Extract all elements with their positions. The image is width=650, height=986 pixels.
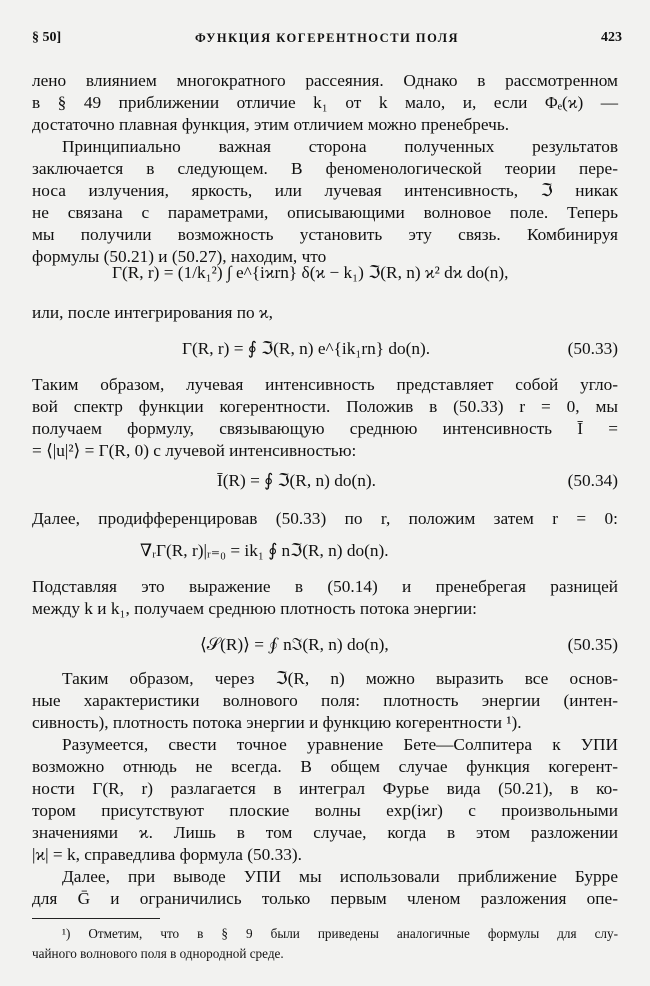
text-line: формулы (50.21) и (50.27), находим, что <box>32 247 327 266</box>
text-line: значениями ϰ. Лишь в том случае, когда в этом разложении <box>32 823 618 842</box>
equation-text: Γ(R, r) = (1/k₁²) ∫ e^{iϰrn} δ(ϰ − k₁) ℑ(R, n) ϰ² dϰ do(n), <box>112 263 509 282</box>
text-line: носа излучения, яркость, или лучевая интенсивность, ℑ никак <box>32 181 618 200</box>
text-line: лено влиянием многократного рассеяния. Однако в рассмотренном <box>32 71 618 90</box>
equation-number: (50.35) <box>567 635 618 654</box>
text-line: Принципиально важная сторона полученных результатов <box>62 137 618 156</box>
text-line: между k и k₁, получаем среднюю плотность потока энергии: <box>32 599 477 618</box>
equation-text: Ī(R) = ∮ ℑ(R, n) do(n). <box>217 471 376 490</box>
equation-text: ⟨𝒮(R)⟩ = ∮ nℑ(R, n) do(n), <box>200 635 389 654</box>
text-line: Далее, продифференцировав (50.33) по r, положим затем r = 0: <box>32 509 618 528</box>
text-line: Таким образом, через ℑ(R, n) можно выразить все основ- <box>62 669 618 688</box>
text-line: достаточно плавная функция, этим отличием можно пренебречь. <box>32 115 510 134</box>
text-line: сивность), плотность потока энергии и функцию когерентности ¹). <box>32 713 522 732</box>
equation-gamma <box>32 260 618 286</box>
text-line: не связана с параметрами, описывающими волновое поле. Теперь <box>32 203 618 222</box>
text-line: Таким образом, лучевая интенсивность представляет собой угло- <box>32 375 618 394</box>
section-ref: § 50] <box>32 30 62 45</box>
text-line: Подставляя это выражение в (50.14) и пренебрегая разницей <box>32 577 618 596</box>
footnote-line: ¹) Отметим, что в § 9 были приведены аналогичные формулы для слу- <box>62 926 618 941</box>
text-line: или, после интегрирования по ϰ, <box>32 303 273 322</box>
text-line: для Ḡ и ограничились только первым членом разложения опе- <box>32 889 618 908</box>
equation-50-34 <box>32 468 618 494</box>
equation-50-35 <box>32 632 618 658</box>
text-line: возможно отнюдь не всегда. В общем случае функция когерент- <box>32 757 618 776</box>
text-line: тором присутствуют плоские волны exp(iϰr) с произвольными <box>32 801 618 820</box>
page-number: 423 <box>601 30 622 45</box>
equation-number: (50.33) <box>567 339 618 358</box>
text-line: ные характеристики волнового поля: плотность энергии (интен- <box>32 691 618 710</box>
text-line: в § 49 приближении отличие k₁ от k мало, и, если Φₑ(ϰ) — <box>32 93 618 112</box>
footnote-rule <box>32 918 160 919</box>
equation-text: ∇ᵣΓ(R, r)|ᵣ₌₀ = ik₁ ∮ nℑ(R, n) do(n). <box>140 541 389 560</box>
text-line: ности Γ(R, r) разлагается в интеграл Фурье вида (50.21), в ко- <box>32 779 618 798</box>
equation-50-33 <box>32 336 618 362</box>
equation-number: (50.34) <box>567 471 618 490</box>
text-line: вой спектр функции когерентности. Положив в (50.33) r = 0, мы <box>32 397 618 416</box>
text-line: Разумеется, свести точное уравнение Бете—Солпитера к УПИ <box>62 735 618 754</box>
equation-gradient <box>32 538 618 564</box>
text-line: |ϰ| = k, справедлива формула (50.33). <box>32 845 302 864</box>
equation-text: Γ(R, r) = ∮ ℑ(R, n) e^{ik₁rn} do(n). <box>182 339 431 358</box>
running-title: ФУНКЦИЯ КОГЕРЕНТНОСТИ ПОЛЯ <box>194 31 460 45</box>
running-header <box>32 30 622 52</box>
footnote-line: чайного волнового поля в однородной среде. <box>32 946 284 961</box>
text-line: = ⟨|u|²⟩ = Γ(R, 0) с лучевой интенсивностью: <box>32 441 357 460</box>
text-line: заключается в следующем. В феноменологической теории пере- <box>32 159 618 178</box>
text-line: получаем формулу, связывающую среднюю интенсивность Ī = <box>32 419 618 438</box>
text-line: мы получили возможность установить эту связь. Комбинируя <box>32 225 618 244</box>
text-line: Далее, при выводе УПИ мы использовали приближение Бурре <box>62 867 618 886</box>
